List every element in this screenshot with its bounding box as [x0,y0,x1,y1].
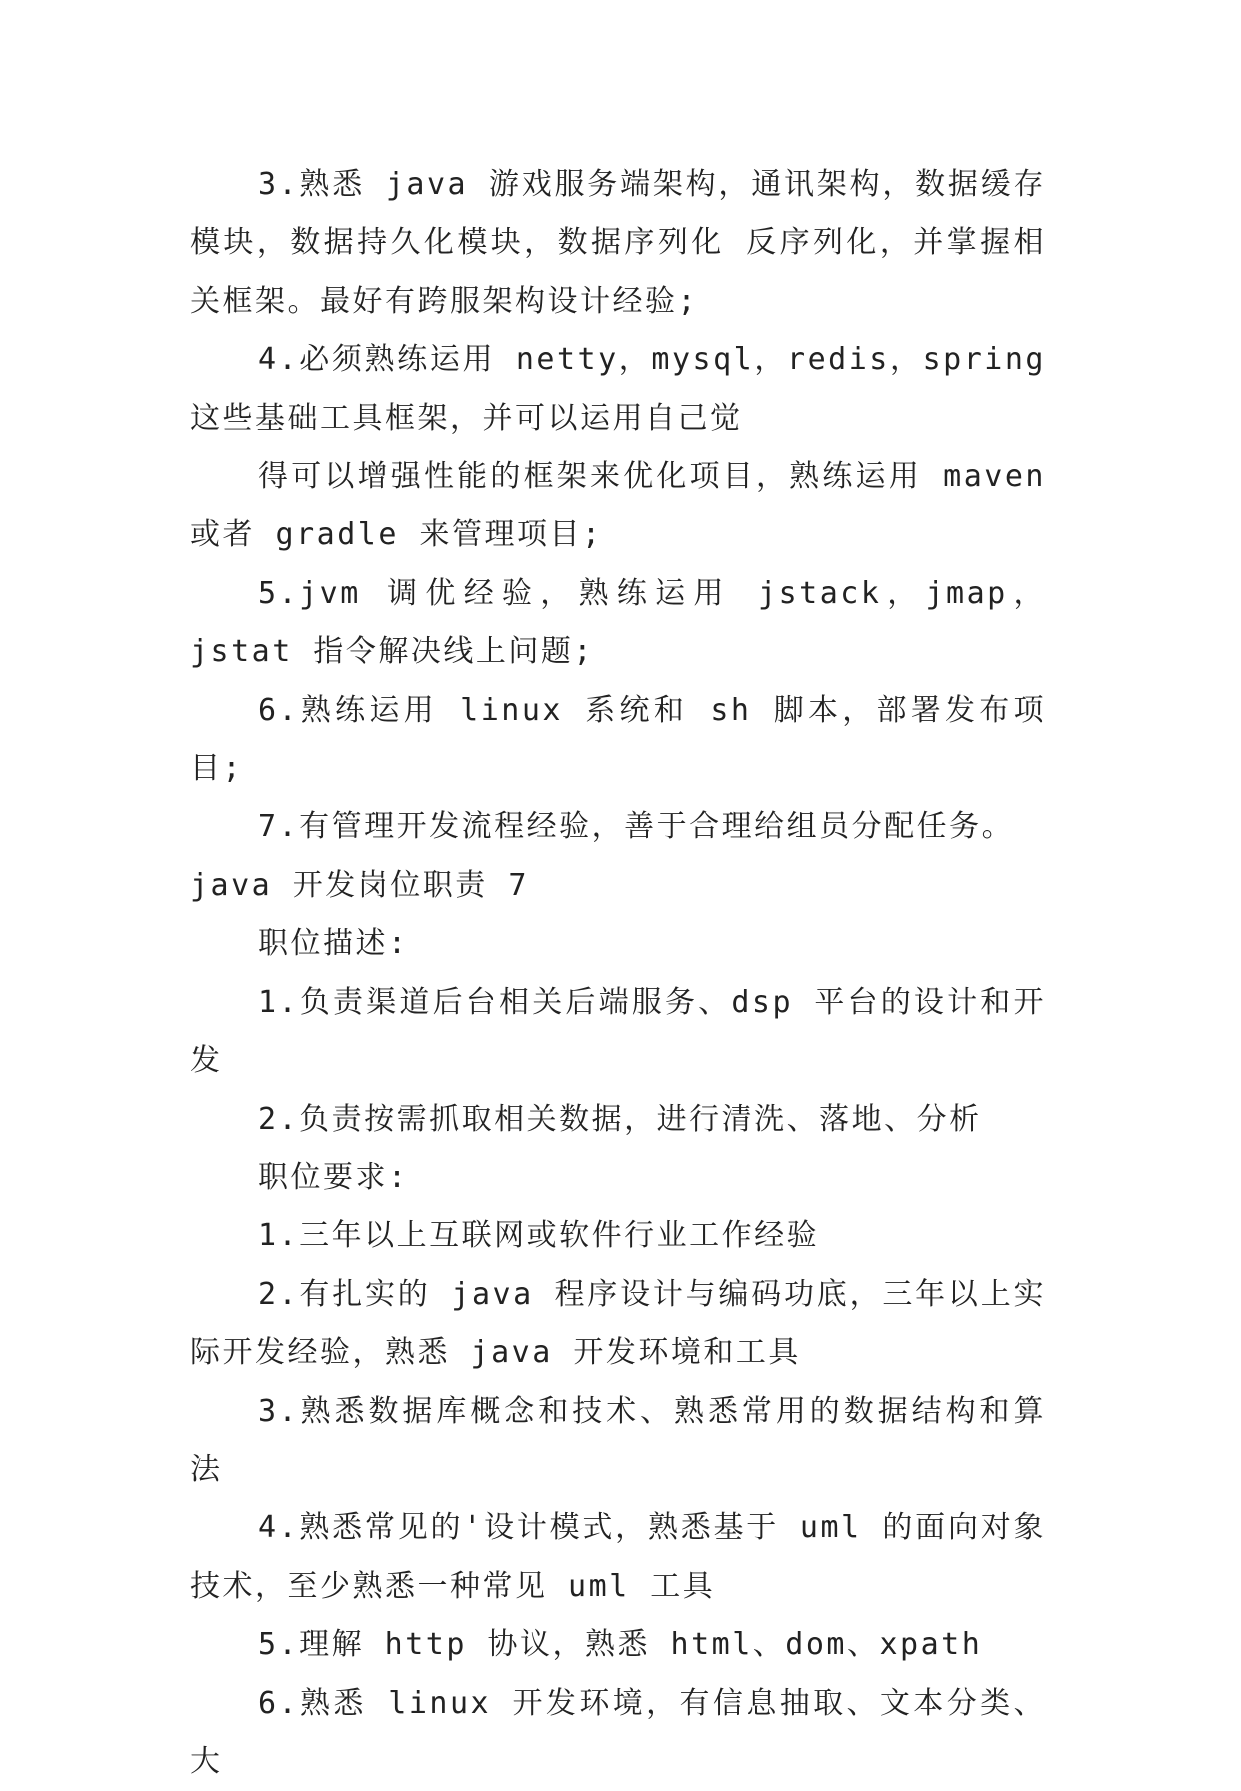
document-body [190,156,1046,1791]
job-description-label: 职位描述: [258,926,409,962]
requirement-item-5: 5.理解 http 协议，熟悉 html、dom、xpath [258,1627,983,1663]
description-item-1: 1.负责渠道后台相关后端服务、dsp 平台的设计和开发 [190,984,1046,1079]
paragraph-req-6: 6.熟练运用 linux 系统和 sh 脚本，部署发布项目; [190,692,1046,787]
requirement-item-1: 1.三年以上互联网或软件行业工作经验 [258,1218,820,1254]
requirement-item-4: 4.熟悉常见的'设计模式，熟悉基于 uml 的面向对象技术，至少熟悉一种常见 uml 工具 [190,1510,1046,1604]
paragraph-req-4-cont: 得可以增强性能的框架来优化项目，熟练运用 maven 或者 gradle 来管理项目; [190,459,1046,553]
paragraph-req-4: 4.必须熟练运用 netty，mysql，redis，spring 这些基础工具框架，并可以运用自己觉 [190,342,1046,436]
requirement-item-6: 6.熟悉 linux 开发环境，有信息抽取、文本分类、大 [190,1685,1046,1779]
requirement-item-3: 3.熟悉数据库概念和技术、熟悉常用的数据结构和算法 [190,1393,1046,1487]
section-heading: java 开发岗位职责 7 [190,867,529,903]
description-item-2: 2.负责按需抓取相关数据，进行清洗、落地、分析 [258,1101,982,1137]
paragraph-req-7: 7.有管理开发流程经验，善于合理给组员分配任务。 [258,809,1015,845]
paragraph-req-5: 5.jvm 调优经验，熟练运用 jstack，jmap，jstat 指令解决线上问题; [190,575,1046,670]
paragraph-req-3: 3.熟悉 java 游戏服务端架构，通讯架构，数据缓存模块，数据持久化模块，数据序列化 反序列化，并掌握相关框架。最好有跨服架构设计经验; [190,167,1046,319]
job-requirements-label: 职位要求: [258,1159,409,1195]
requirement-item-2: 2.有扎实的 java 程序设计与编码功底，三年以上实际开发经验，熟悉 java 开发环境和工具 [190,1276,1046,1371]
